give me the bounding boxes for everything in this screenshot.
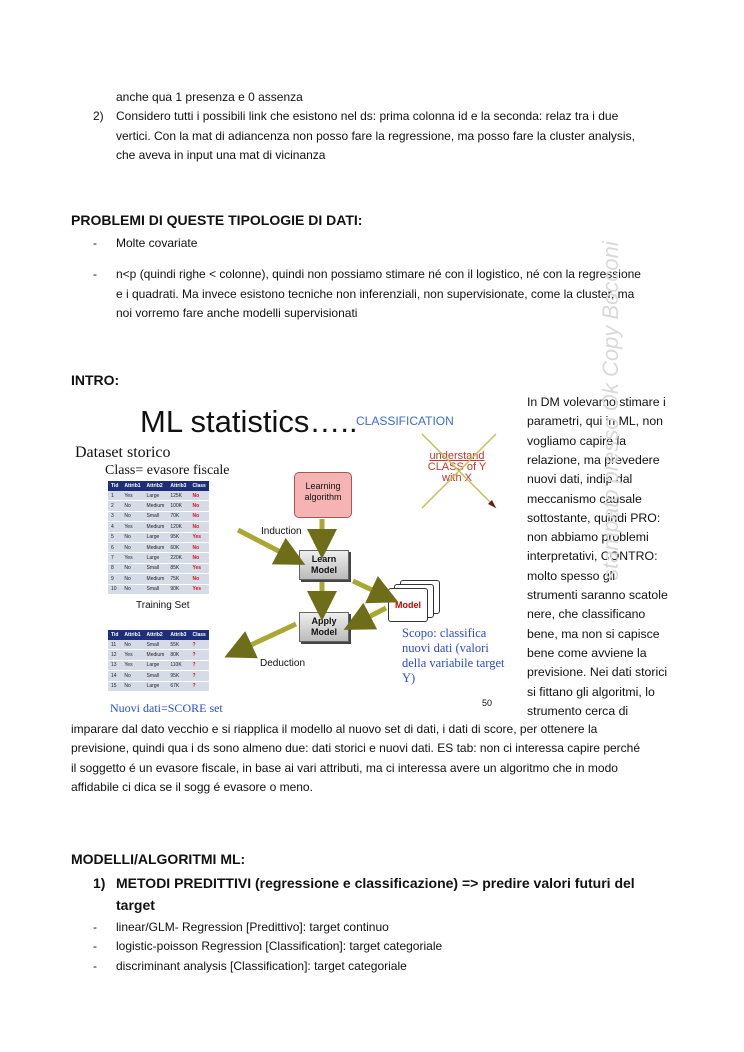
item2-line: Considero tutti i possibili link che esistono nel ds: prima colonna id e la seconda: relaz tra i due bbox=[116, 109, 619, 123]
models-sub-line: target bbox=[116, 897, 155, 913]
table-cell: Small bbox=[144, 640, 168, 650]
models-sub-line: METODI PREDITTIVI (regressione e classificazione) => predire valori futuri del bbox=[116, 875, 635, 891]
problem-item: n<p (quindi righe < colonne), quindi non possiamo stimare né con il logistico, né con la regressione bbox=[116, 267, 641, 281]
flow-arrows bbox=[68, 398, 523, 718]
apply-line: Apply bbox=[311, 616, 337, 626]
table-cell: 120K bbox=[167, 522, 189, 532]
table-cell: 90K bbox=[167, 584, 189, 594]
table-cell: 7 bbox=[108, 553, 121, 563]
table-cell: No bbox=[189, 522, 208, 532]
table-cell: 125K bbox=[167, 491, 189, 501]
table-cell: Medium bbox=[144, 650, 168, 660]
table-cell: Large bbox=[144, 491, 168, 501]
table-header-cell: Class bbox=[189, 630, 208, 640]
table-cell: No bbox=[121, 511, 143, 521]
table-cell: No bbox=[121, 640, 143, 650]
scopo-line: Y) bbox=[402, 671, 416, 685]
table-header-cell: Tid bbox=[108, 630, 121, 640]
table-header-cell: Attrib2 bbox=[144, 630, 168, 640]
understand-line: understand bbox=[429, 450, 485, 462]
table-cell: 55K bbox=[167, 640, 189, 650]
table-cell: No bbox=[121, 542, 143, 552]
table-cell: Yes bbox=[189, 584, 208, 594]
table-cell: Medium bbox=[144, 501, 168, 511]
watermark: stampato presso Ok Copy Bocconi bbox=[598, 241, 623, 580]
side-line: parametri, qui in ML, non bbox=[527, 414, 664, 429]
table-cell: Yes bbox=[121, 660, 143, 670]
table-cell: Medium bbox=[144, 542, 168, 552]
table-cell: 4 bbox=[108, 522, 121, 532]
table-cell: No bbox=[189, 574, 208, 584]
table-header-cell: Attrib1 bbox=[121, 630, 143, 640]
table-header-cell: Attrib3 bbox=[167, 481, 189, 491]
nuovi-label: Nuovi dati=SCORE set bbox=[110, 701, 223, 715]
table-cell: No bbox=[121, 671, 143, 681]
table-cell: 70K bbox=[167, 511, 189, 521]
dataset-title: Dataset storico bbox=[75, 444, 171, 461]
table-header-cell: Class bbox=[189, 481, 208, 491]
table-cell: ? bbox=[189, 671, 208, 681]
table-cell: No bbox=[121, 681, 143, 691]
table-cell: No bbox=[121, 532, 143, 542]
arrow-induction bbox=[238, 530, 292, 558]
table-cell: 5 bbox=[108, 532, 121, 542]
table-header-cell: Attrib1 bbox=[121, 481, 143, 491]
bullet-dash: - bbox=[93, 959, 97, 973]
side-line: In DM volevamo stimare i bbox=[527, 395, 666, 409]
training-label: Training Set bbox=[136, 600, 190, 611]
table-cell: No bbox=[121, 584, 143, 594]
table-cell: No bbox=[121, 563, 143, 573]
table-cell: ? bbox=[189, 681, 208, 691]
side-line: interpretativi, CONTRO: bbox=[527, 549, 658, 564]
bullet-dash: - bbox=[93, 267, 97, 281]
table-cell: 85K bbox=[167, 563, 189, 573]
problem-item: e i quadrati. Ma invece esistono tecniche non inferenziali, non supervisionate, come la cluster, ma bbox=[116, 287, 635, 301]
side-line: bene, ma non si capisce bbox=[527, 626, 660, 641]
learn-line: Model bbox=[311, 565, 337, 575]
understand-line: with X bbox=[442, 472, 472, 484]
models-sub-number: 1) bbox=[93, 875, 106, 891]
side-line: strumenti saranno scatole bbox=[527, 588, 668, 602]
table-cell: 10 bbox=[108, 584, 121, 594]
table-cell: 8 bbox=[108, 563, 121, 573]
table-cell: No bbox=[189, 491, 208, 501]
class-label: Class= evasore fiscale bbox=[105, 463, 230, 478]
side-line: nuovi dati, indip dal bbox=[527, 472, 633, 487]
learning-line: algorithm bbox=[304, 492, 342, 502]
table-cell: ? bbox=[189, 640, 208, 650]
intro-full-line: affidabile ci dica se il sogg é evasore o meno. bbox=[71, 780, 313, 794]
table-cell: 75K bbox=[167, 574, 189, 584]
learning-line: Learning bbox=[305, 481, 341, 491]
table-cell: 3 bbox=[108, 511, 121, 521]
table-header-cell: Tid bbox=[108, 481, 121, 491]
figure-title: ML statistics….. bbox=[140, 404, 358, 439]
ml-figure bbox=[68, 398, 523, 718]
table-cell: Yes bbox=[189, 563, 208, 573]
arrow-model bbox=[353, 581, 385, 596]
table-cell: Large bbox=[144, 553, 168, 563]
side-line: vogliamo capire la bbox=[527, 433, 627, 448]
table-header-cell: Attrib3 bbox=[167, 630, 189, 640]
classification-label: CLASSIFICATION bbox=[356, 414, 454, 428]
table-cell: Large bbox=[144, 532, 168, 542]
table-cell: ? bbox=[189, 650, 208, 660]
table-cell: 12 bbox=[108, 650, 121, 660]
table-cell: 1 bbox=[108, 491, 121, 501]
table-cell: Large bbox=[144, 660, 168, 670]
table-cell: 100K bbox=[167, 501, 189, 511]
model-item: logistic-poisson Regression [Classification]: target categoriale bbox=[116, 939, 443, 953]
table-cell: Yes bbox=[121, 650, 143, 660]
table-cell: Yes bbox=[121, 553, 143, 563]
scopo-line: della variabile target bbox=[402, 656, 505, 670]
side-line: sottostante, quindi PRO: bbox=[527, 510, 661, 525]
side-line: relazione, ma prevedere bbox=[527, 452, 660, 467]
induction-label: Induction bbox=[261, 526, 302, 537]
arrow-model-to-apply bbox=[357, 608, 386, 623]
table-cell: 15 bbox=[108, 681, 121, 691]
models-heading: MODELLI/ALGORITMI ML: bbox=[71, 851, 246, 867]
table-cell: 9 bbox=[108, 574, 121, 584]
side-line: meccanismo causale bbox=[527, 491, 642, 506]
item2-line: vertici. Con la mat di adiancenza non posso fare la regressione, ma posso fare la cluster analysis, bbox=[116, 129, 635, 143]
problems-heading: PROBLEMI DI QUESTE TIPOLOGIE DI DATI: bbox=[71, 212, 363, 228]
side-line: molto spesso gli bbox=[527, 568, 616, 583]
table-cell: ? bbox=[189, 660, 208, 670]
table-cell: Small bbox=[144, 584, 168, 594]
table-cell: Yes bbox=[189, 532, 208, 542]
table-cell: 2 bbox=[108, 501, 121, 511]
model-item: discriminant analysis [Classification]: target categoriale bbox=[116, 959, 407, 973]
table-cell: 220K bbox=[167, 553, 189, 563]
deduction-label: Deduction bbox=[260, 658, 306, 669]
table-cell: 11 bbox=[108, 640, 121, 650]
table-cell: 13 bbox=[108, 660, 121, 670]
table-cell: No bbox=[189, 542, 208, 552]
table-cell: No bbox=[189, 501, 208, 511]
table-cell: 14 bbox=[108, 671, 121, 681]
table-cell: Yes bbox=[121, 522, 143, 532]
intro-line: anche qua 1 presenza e 0 assenza bbox=[116, 90, 303, 104]
table-cell: Medium bbox=[144, 522, 168, 532]
bullet-dash: - bbox=[93, 920, 97, 934]
side-line: strumento cerca di bbox=[527, 703, 629, 718]
learn-line: Learn bbox=[311, 554, 337, 564]
slide-page-number: 50 bbox=[482, 698, 493, 708]
table-cell: No bbox=[189, 553, 208, 563]
table-cell: 80K bbox=[167, 650, 189, 660]
table-cell: Small bbox=[144, 511, 168, 521]
bullet-dash: - bbox=[93, 236, 97, 250]
table-cell: Small bbox=[144, 563, 168, 573]
table-cell: 6 bbox=[108, 542, 121, 552]
table-cell: 95K bbox=[167, 532, 189, 542]
table-cell: Yes bbox=[121, 491, 143, 501]
model-item: linear/GLM- Regression [Predittivo]: target continuo bbox=[116, 920, 389, 934]
side-line: si fittano gli algoritmi, lo bbox=[527, 684, 655, 699]
side-line: nere, che classificano bbox=[527, 607, 646, 622]
table-header-cell: Attrib2 bbox=[144, 481, 168, 491]
intro-full-line: imparare dal dato vecchio e si riapplica il modello al nuovo set di dati, i dati di score, per ottenere la bbox=[71, 722, 598, 736]
understand-line: CLASS of Y bbox=[427, 461, 487, 473]
item-number: 2) bbox=[93, 109, 104, 123]
problem-item: noi vorremo fare anche modelli supervisionati bbox=[116, 306, 358, 320]
bullet-dash: - bbox=[93, 939, 97, 953]
model-paper: Model bbox=[388, 588, 428, 622]
table-cell: Small bbox=[144, 671, 168, 681]
side-line: previsione. Nei dati storici bbox=[527, 665, 668, 680]
intro-full-line: previsione, quindi qua i ds sono almeno due: dati storici e nuovi dati. ES tab: non ci interessa capire perché bbox=[71, 741, 641, 755]
intro-heading: INTRO: bbox=[71, 372, 120, 388]
apply-line: Model bbox=[311, 627, 337, 637]
table-cell: 110K bbox=[167, 660, 189, 670]
table-cell: Large bbox=[144, 681, 168, 691]
table-cell: 60K bbox=[167, 542, 189, 552]
table-cell: No bbox=[121, 501, 143, 511]
table-cell: No bbox=[189, 511, 208, 521]
problem-item: Molte covariate bbox=[116, 236, 198, 250]
scopo-line: nuovi dati (valori bbox=[402, 641, 489, 655]
side-line: bene come avviene la bbox=[527, 645, 647, 660]
side-line: non abbiamo problemi bbox=[527, 530, 649, 545]
table-cell: 67K bbox=[167, 681, 189, 691]
intro-full-line: il soggetto é un evasore fiscale, in base ai vari attributi, ma ci interessa avere un algoritmo che in modo bbox=[71, 761, 618, 775]
table-cell: No bbox=[121, 574, 143, 584]
scopo-line: Scopo: classifica bbox=[402, 626, 487, 640]
arrow-deduction bbox=[238, 624, 296, 651]
table-cell: Medium bbox=[144, 574, 168, 584]
item2-line: che aveva in input una mat di vicinanza bbox=[116, 148, 326, 162]
table-cell: 95K bbox=[167, 671, 189, 681]
